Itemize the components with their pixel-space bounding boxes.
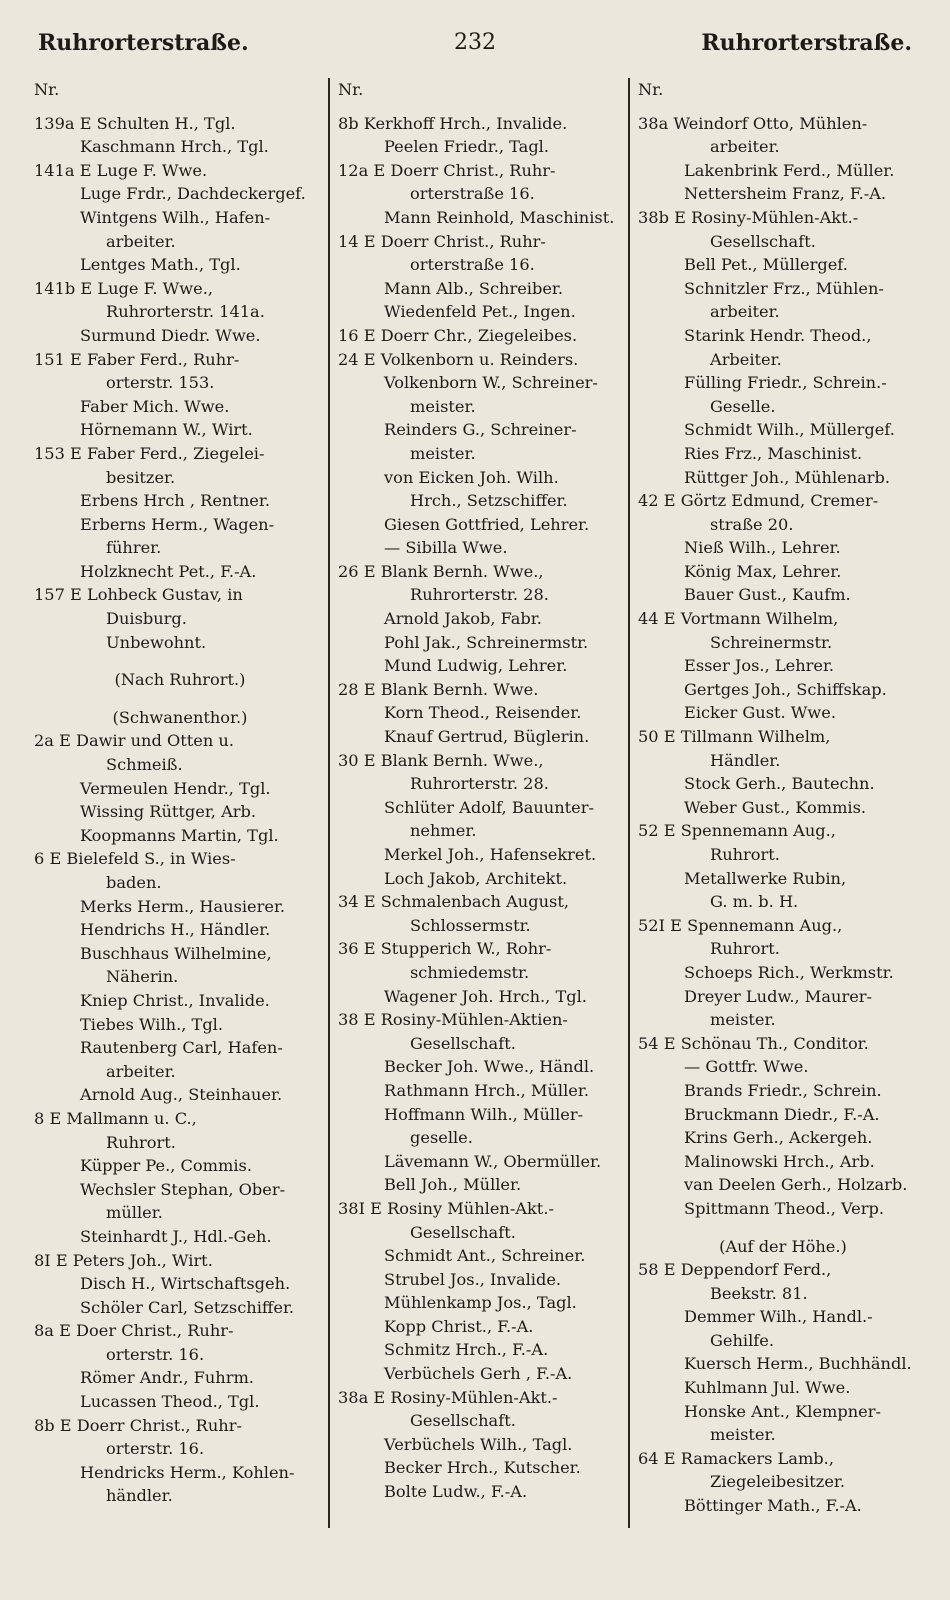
column-divider	[628, 78, 630, 1528]
directory-entry: Metallwerke Rubin,	[684, 868, 847, 888]
directory-entry: Mund Ludwig, Lehrer.	[384, 656, 568, 676]
directory-entry: Becker Hrch., Kutscher.	[384, 1458, 581, 1478]
directory-entry: Esser Jos., Lehrer.	[684, 656, 835, 676]
directory-column-2	[338, 78, 624, 1504]
directory-entry: Hörnemann W., Wirt.	[80, 420, 253, 440]
entry-list	[338, 112, 624, 1504]
directory-entry: Ziegeleibesitzer.	[710, 1472, 846, 1492]
directory-entry: 38I E Rosiny Mühlen-Akt.-	[338, 1198, 554, 1218]
directory-entry: Arbeiter.	[710, 349, 782, 369]
directory-entry: Schmitz Hrch., F.-A.	[384, 1340, 549, 1360]
directory-entry: Wechsler Stephan, Ober-	[80, 1179, 286, 1199]
directory-entry: Gehilfe.	[710, 1330, 775, 1350]
directory-entry: orterstraße 16.	[410, 184, 535, 204]
directory-entry: 8b Kerkhoff Hrch., Invalide.	[338, 113, 568, 133]
directory-entry: Kniep Christ., Invalide.	[80, 990, 270, 1010]
column-heading: Nr.	[34, 80, 60, 99]
directory-entry: Buschhaus Wilhelmine,	[80, 943, 272, 963]
directory-entry: Spittmann Theod., Verp.	[684, 1198, 885, 1218]
directory-entry: schmiedemstr.	[410, 962, 530, 982]
directory-entry: müller.	[106, 1203, 163, 1223]
directory-entry: van Deelen Gerh., Holzarb.	[684, 1175, 908, 1195]
directory-entry: orterstr. 16.	[106, 1439, 205, 1459]
directory-entry: 28 E Blank Bernh. Wwe.	[338, 679, 539, 699]
directory-entry: Mühlenkamp Jos., Tagl.	[384, 1293, 577, 1313]
directory-entry: Gesellschaft.	[710, 231, 816, 251]
directory-entry: Nettersheim Franz, F.-A.	[684, 184, 887, 204]
directory-entry: Schoeps Rich., Werkmstr.	[684, 962, 894, 982]
directory-entry: Geselle.	[710, 396, 776, 416]
directory-entry: Reinders G., Schreiner-	[384, 420, 577, 440]
directory-entry: Volkenborn W., Schreiner-	[384, 373, 598, 393]
directory-entry: arbeiter.	[106, 1061, 176, 1081]
directory-entry: Gesellschaft.	[410, 1033, 516, 1053]
directory-entry: 38b E Rosiny-Mühlen-Akt.-	[638, 207, 859, 227]
directory-entry: Weber Gust., Kommis.	[684, 797, 867, 817]
directory-entry: Hoffmann Wilh., Müller-	[384, 1104, 584, 1124]
directory-entry: Surmund Diedr. Wwe.	[80, 325, 261, 345]
directory-entry: Gesellschaft.	[410, 1222, 516, 1242]
directory-entry: Verbüchels Gerh , F.-A.	[384, 1364, 573, 1384]
section-gap	[34, 654, 326, 668]
directory-entry: Unbewohnt.	[106, 632, 207, 652]
directory-entry: 153 E Faber Ferd., Ziegelei-	[34, 443, 265, 463]
directory-entry: Fülling Friedr., Schrein.-	[684, 373, 887, 393]
directory-entry: arbeiter.	[710, 137, 780, 157]
directory-entry: Dreyer Ludw., Maurer-	[684, 986, 872, 1006]
directory-entry: 44 E Vortmann Wilhelm,	[638, 609, 839, 629]
directory-entry: Schöler Carl, Setzschiffer.	[80, 1297, 295, 1317]
directory-entry: 12a E Doerr Christ., Ruhr-	[338, 160, 556, 180]
directory-entry: 54 E Schönau Th., Conditor.	[638, 1033, 869, 1053]
directory-entry: 151 E Faber Ferd., Ruhr-	[34, 349, 240, 369]
directory-entry: 8I E Peters Joh., Wirt.	[34, 1250, 213, 1270]
directory-entry: geselle.	[410, 1128, 473, 1148]
directory-entry: orterstraße 16.	[410, 255, 535, 275]
directory-entry: arbeiter.	[710, 302, 780, 322]
directory-entry: Lentges Math., Tgl.	[80, 255, 241, 275]
directory-entry: 50 E Tillmann Wilhelm,	[638, 727, 831, 747]
directory-entry: Lävemann W., Obermüller.	[384, 1151, 602, 1171]
directory-entry: Tiebes Wilh., Tgl.	[80, 1014, 223, 1034]
directory-entry: Nieß Wilh., Lehrer.	[684, 538, 841, 558]
directory-entry: Faber Mich. Wwe.	[80, 396, 230, 416]
directory-entry: Rautenberg Carl, Hafen-	[80, 1038, 283, 1058]
column-divider	[328, 78, 330, 1528]
directory-entry: meister.	[410, 443, 476, 463]
section-gap	[34, 692, 326, 706]
directory-entry: Giesen Gottfried, Lehrer.	[384, 514, 590, 534]
directory-entry: Bolte Ludw., F.-A.	[384, 1482, 528, 1502]
running-head-left: Ruhrorterstraße.	[38, 30, 249, 56]
directory-entry: Beekstr. 81.	[710, 1283, 808, 1303]
directory-entry: Becker Joh. Wwe., Händl.	[384, 1057, 595, 1077]
directory-entry: Wiedenfeld Pet., Ingen.	[384, 302, 576, 322]
directory-entry: besitzer.	[106, 467, 176, 487]
section-heading: (Auf der Höhe.)	[719, 1236, 847, 1256]
directory-entry: Schreinermstr.	[710, 632, 833, 652]
directory-entry: Luge Frdr., Dachdeckergef.	[80, 184, 306, 204]
directory-entry: Brands Friedr., Schrein.	[684, 1080, 882, 1100]
directory-entry: Schmeiß.	[106, 755, 183, 775]
directory-entry: Schlüter Adolf, Bauunter-	[384, 797, 594, 817]
directory-entry: 38a E Rosiny-Mühlen-Akt.-	[338, 1387, 558, 1407]
directory-entry: Arnold Aug., Steinhauer.	[80, 1085, 283, 1105]
entry-list	[638, 112, 928, 1518]
directory-entry: Steinhardt J., Hdl.-Geh.	[80, 1226, 272, 1246]
directory-entry: 64 E Ramackers Lamb.,	[638, 1448, 834, 1468]
directory-entry: 139a E Schulten H., Tgl.	[34, 113, 236, 133]
directory-entry: Pohl Jak., Schreinermstr.	[384, 632, 589, 652]
directory-column-3	[638, 78, 928, 1518]
directory-entry: straße 20.	[710, 514, 794, 534]
directory-entry: 157 E Lohbeck Gustav, in	[34, 585, 243, 605]
directory-entry: Loch Jakob, Architekt.	[384, 868, 568, 888]
directory-entry: Bauer Gust., Kaufm.	[684, 585, 851, 605]
directory-entry: Vermeulen Hendr., Tgl.	[80, 778, 271, 798]
directory-entry: Wintgens Wilh., Hafen-	[80, 207, 271, 227]
directory-entry: Hrch., Setzschiffer.	[410, 491, 568, 511]
directory-entry: Lucassen Theod., Tgl.	[80, 1392, 260, 1412]
directory-entry: Eicker Gust. Wwe.	[684, 703, 837, 723]
directory-entry: Gertges Joh., Schiffskap.	[684, 679, 887, 699]
directory-entry: meister.	[710, 1425, 776, 1445]
directory-entry: — Sibilla Wwe.	[384, 538, 508, 558]
directory-entry: Starink Hendr. Theod.,	[684, 325, 872, 345]
directory-entry: Krins Gerh., Ackergeh.	[684, 1128, 873, 1148]
directory-entry: Schnitzler Frz., Mühlen-	[684, 278, 884, 298]
directory-entry: Schmidt Ant., Schreiner.	[384, 1246, 586, 1266]
directory-entry: 2a E Dawir und Otten u.	[34, 731, 234, 751]
directory-entry: Schmidt Wilh., Müllergef.	[684, 420, 895, 440]
directory-entry: Wissing Rüttger, Arb.	[80, 802, 257, 822]
directory-entry: 36 E Stupperich W., Rohr-	[338, 939, 552, 959]
directory-entry: Rathmann Hrch., Müller.	[384, 1080, 589, 1100]
directory-entry: 24 E Volkenborn u. Reinders.	[338, 349, 579, 369]
directory-entry: Lakenbrink Ferd., Müller.	[684, 160, 895, 180]
column-heading: Nr.	[638, 80, 664, 99]
directory-entry: 34 E Schmalenbach August,	[338, 892, 569, 912]
directory-entry: Kopp Christ., F.-A.	[384, 1316, 534, 1336]
directory-entry: Peelen Friedr., Tagl.	[384, 137, 550, 157]
directory-entry: meister.	[710, 1010, 776, 1030]
section-heading: (Nach Ruhrort.)	[114, 670, 246, 690]
directory-entry: Duisburg.	[106, 609, 187, 629]
directory-entry: Erberns Herm., Wagen-	[80, 514, 275, 534]
directory-entry: Bell Pet., Müllergef.	[684, 255, 848, 275]
directory-entry: Gesellschaft.	[410, 1411, 516, 1431]
directory-entry: Händler.	[710, 750, 781, 770]
directory-entry: 141b E Luge F. Wwe.,	[34, 278, 213, 298]
directory-entry: Merks Herm., Hausierer.	[80, 896, 286, 916]
directory-entry: Demmer Wilh., Handl.-	[684, 1307, 873, 1327]
directory-entry: Näherin.	[106, 967, 179, 987]
directory-entry: baden.	[106, 873, 162, 892]
directory-entry: Bruckmann Diedr., F.-A.	[684, 1104, 880, 1124]
directory-entry: 42 E Görtz Edmund, Cremer-	[638, 491, 879, 511]
directory-entry: Römer Andr., Fuhrm.	[80, 1368, 254, 1388]
directory-entry: Koopmanns Martin, Tgl.	[80, 825, 279, 845]
directory-entry: 6 E Bielefeld S., in Wies-	[34, 849, 236, 869]
directory-entry: 38 E Rosiny-Mühlen-Aktien-	[338, 1010, 568, 1030]
directory-entry: Erbens Hrch , Rentner.	[80, 491, 270, 511]
directory-entry: 141a E Luge F. Wwe.	[34, 160, 208, 180]
directory-entry: führer.	[106, 538, 162, 558]
directory-column-1	[34, 78, 326, 1508]
directory-entry: Ruhrorterstr. 141a.	[106, 302, 265, 322]
entry-list	[34, 112, 326, 1508]
directory-entry: von Eicken Joh. Wilh.	[384, 467, 559, 487]
directory-entry: Merkel Joh., Hafensekret.	[384, 845, 597, 864]
directory-entry: 8 E Mallmann u. C.,	[34, 1108, 197, 1128]
page-number: 232	[454, 30, 496, 55]
directory-entry: Korn Theod., Reisender.	[384, 703, 582, 723]
directory-entry: Hendricks Herm., Kohlen-	[80, 1462, 295, 1482]
directory-entry: 16 E Doerr Chr., Ziegeleibes.	[338, 325, 578, 345]
directory-entry: Arnold Jakob, Fabr.	[384, 609, 542, 629]
directory-entry: 38a Weindorf Otto, Mühlen-	[638, 113, 868, 133]
directory-entry: Verbüchels Wilh., Tagl.	[384, 1434, 573, 1454]
directory-entry: Kuersch Herm., Buchhändl.	[684, 1354, 912, 1374]
directory-entry: Rüttger Joh., Mühlenarb.	[684, 467, 891, 487]
directory-entry: händler.	[106, 1486, 173, 1506]
running-head-right: Ruhrorterstraße.	[701, 30, 912, 56]
directory-entry: Knauf Gertrud, Büglerin.	[384, 727, 590, 747]
directory-entry: Stock Gerh., Bautechn.	[684, 774, 875, 794]
directory-entry: orterstr. 16.	[106, 1344, 205, 1364]
directory-entry: Ruhrort.	[710, 845, 780, 864]
directory-entry: Ries Frz., Maschinist.	[684, 443, 863, 463]
directory-entry: Malinowski Hrch., Arb.	[684, 1151, 875, 1171]
directory-entry: Wagener Joh. Hrch., Tgl.	[384, 986, 587, 1006]
directory-entry: meister.	[410, 396, 476, 416]
section-heading: (Schwanenthor.)	[112, 707, 248, 727]
directory-entry: 30 E Blank Bernh. Wwe.,	[338, 750, 544, 770]
directory-entry: 14 E Doerr Christ., Ruhr-	[338, 231, 546, 251]
directory-entry: Mann Reinhold, Maschinist.	[384, 207, 615, 227]
directory-entry: Disch H., Wirtschaftsgeh.	[80, 1274, 291, 1294]
directory-entry: Böttinger Math., F.-A.	[684, 1496, 862, 1516]
directory-entry: Ruhrorterstr. 28.	[410, 585, 549, 605]
directory-entry: Honske Ant., Klempner-	[684, 1401, 881, 1421]
directory-entry: arbeiter.	[106, 231, 176, 251]
directory-entry: Holzknecht Pet., F.-A.	[80, 561, 257, 581]
directory-entry: Kuhlmann Jul. Wwe.	[684, 1378, 851, 1398]
directory-entry: 8a E Doer Christ., Ruhr-	[34, 1321, 234, 1341]
directory-entry: Strubel Jos., Invalide.	[384, 1269, 562, 1289]
directory-entry: Mann Alb., Schreiber.	[384, 278, 564, 298]
directory-entry: Kaschmann Hrch., Tgl.	[80, 137, 269, 157]
directory-entry: Hendrichs H., Händler.	[80, 920, 271, 940]
directory-entry: nehmer.	[410, 821, 477, 841]
directory-entry: Ruhrort.	[106, 1132, 176, 1152]
directory-entry: Schlossermstr.	[410, 915, 531, 935]
directory-entry: Ruhrorterstr. 28.	[410, 774, 549, 794]
directory-entry: 52 E Spennemann Aug.,	[638, 821, 836, 841]
page-header	[38, 30, 912, 66]
directory-entry: 26 E Blank Bernh. Wwe.,	[338, 561, 544, 581]
directory-entry: 52I E Spennemann Aug.,	[638, 915, 843, 935]
directory-entry: Ruhrort.	[710, 939, 780, 959]
directory-entry: König Max, Lehrer.	[684, 561, 842, 581]
directory-entry: orterstr. 153.	[106, 373, 215, 393]
directory-entry: 58 E Deppendorf Ferd.,	[638, 1260, 832, 1280]
directory-entry: Bell Joh., Müller.	[384, 1175, 522, 1195]
directory-entry: 8b E Doerr Christ., Ruhr-	[34, 1415, 242, 1435]
directory-entry: Küpper Pe., Commis.	[80, 1156, 252, 1176]
column-heading: Nr.	[338, 80, 364, 99]
directory-entry: — Gottfr. Wwe.	[684, 1057, 809, 1077]
directory-entry: G. m. b. H.	[710, 892, 799, 912]
section-gap	[638, 1221, 928, 1235]
